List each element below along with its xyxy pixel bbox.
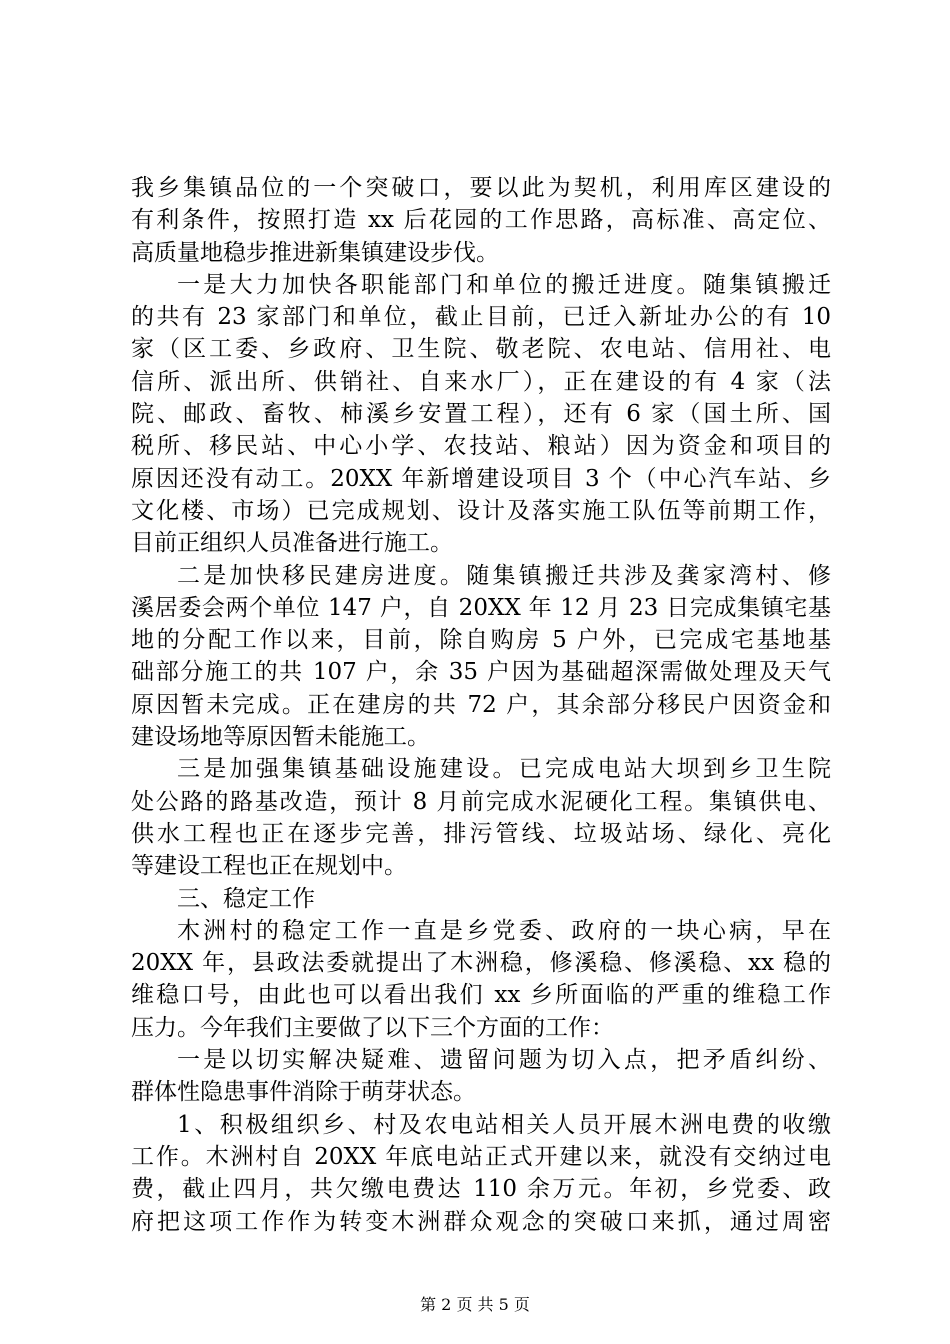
text-line: 原因暂未完成。正在建房的共 72 户，其余部分移民户因资金和	[131, 691, 831, 718]
text-line: 供水工程也正在逐步完善，排污管线、垃圾站场、绿化、亮化	[131, 820, 831, 847]
text-line: 处公路的路基改造，预计 8 月前完成水泥硬化工程。集镇供电、	[131, 788, 831, 815]
text-line: 目前正组织人员准备进行施工。	[131, 530, 453, 557]
text-line: 一是大力加快各职能部门和单位的搬迁进度。随集镇搬迁	[177, 271, 831, 298]
section-heading: 三、稳定工作	[177, 885, 315, 912]
text-line: 溪居委会两个单位 147 户，自 20XX 年 12 月 23 日完成集镇宅基	[131, 594, 831, 621]
body-text	[131, 172, 831, 1238]
text-line: 群体性隐患事件消除于萌芽状态。	[131, 1079, 476, 1106]
text-line: 二是加快移民建房进度。随集镇搬迁共涉及龚家湾村、修	[177, 562, 831, 589]
text-line: 三是加强集镇基础设施建设。已完成电站大坝到乡卫生院	[177, 756, 831, 783]
page-footer: 第 2 页 共 5 页	[420, 1295, 530, 1314]
text-line: 文化楼、市场）已完成规划、设计及落实施工队伍等前期工作，	[131, 497, 831, 524]
text-line: 高质量地稳步推进新集镇建设步伐。	[131, 239, 499, 266]
text-line: 家（区工委、乡政府、卫生院、敬老院、农电站、信用社、电	[131, 336, 831, 363]
text-line: 税所、移民站、中心小学、农技站、粮站）因为资金和项目的	[131, 433, 831, 460]
text-line: 等建设工程也正在规划中。	[131, 853, 407, 880]
text-line: 原因还没有动工。20XX 年新增建设项目 3 个（中心汽车站、乡	[131, 465, 831, 492]
text-line: 府把这项工作作为转变木洲群众观念的突破口来抓，通过周密	[131, 1208, 831, 1235]
text-line: 有利条件，按照打造 xx 后花园的工作思路，高标准、高定位、	[131, 207, 831, 234]
text-line: 压力。今年我们主要做了以下三个方面的工作：	[131, 1014, 614, 1041]
text-line: 木洲村的稳定工作一直是乡党委、政府的一块心病，早在	[177, 917, 831, 944]
text-line: 础部分施工的共 107 户，余 35 户因为基础超深需做处理及天气	[131, 659, 831, 686]
text-line: 20XX 年，县政法委就提出了木洲稳，修溪稳、修溪稳、xx 稳的	[131, 950, 831, 977]
text-line: 信所、派出所、供销社、自来水厂），正在建设的有 4 家（法	[131, 368, 831, 395]
text-line: 院、邮政、畜牧、柿溪乡安置工程），还有 6 家（国土所、国	[131, 401, 831, 428]
text-line: 地的分配工作以来，目前，除自购房 5 户外，已完成宅基地基	[131, 627, 831, 654]
text-line: 维稳口号，由此也可以看出我们 xx 乡所面临的严重的维稳工作	[131, 982, 831, 1009]
text-line: 工作。木洲村自 20XX 年底电站正式开建以来，就没有交纳过电	[131, 1143, 831, 1170]
text-line: 1、积极组织乡、村及农电站相关人员开展木洲电费的收缴	[177, 1111, 831, 1138]
text-line: 我乡集镇品位的一个突破口，要以此为契机，利用库区建设的	[131, 175, 831, 201]
text-line: 建设场地等原因暂未能施工。	[131, 724, 430, 751]
text-line: 一是以切实解决疑难、遗留问题为切入点，把矛盾纠纷、	[177, 1047, 831, 1074]
text-line: 费，截止四月，共欠缴电费达 110 余万元。年初，乡党委、政	[131, 1176, 831, 1203]
text-line: 的共有 23 家部门和单位，截止目前，已迁入新址办公的有 10	[131, 304, 831, 331]
